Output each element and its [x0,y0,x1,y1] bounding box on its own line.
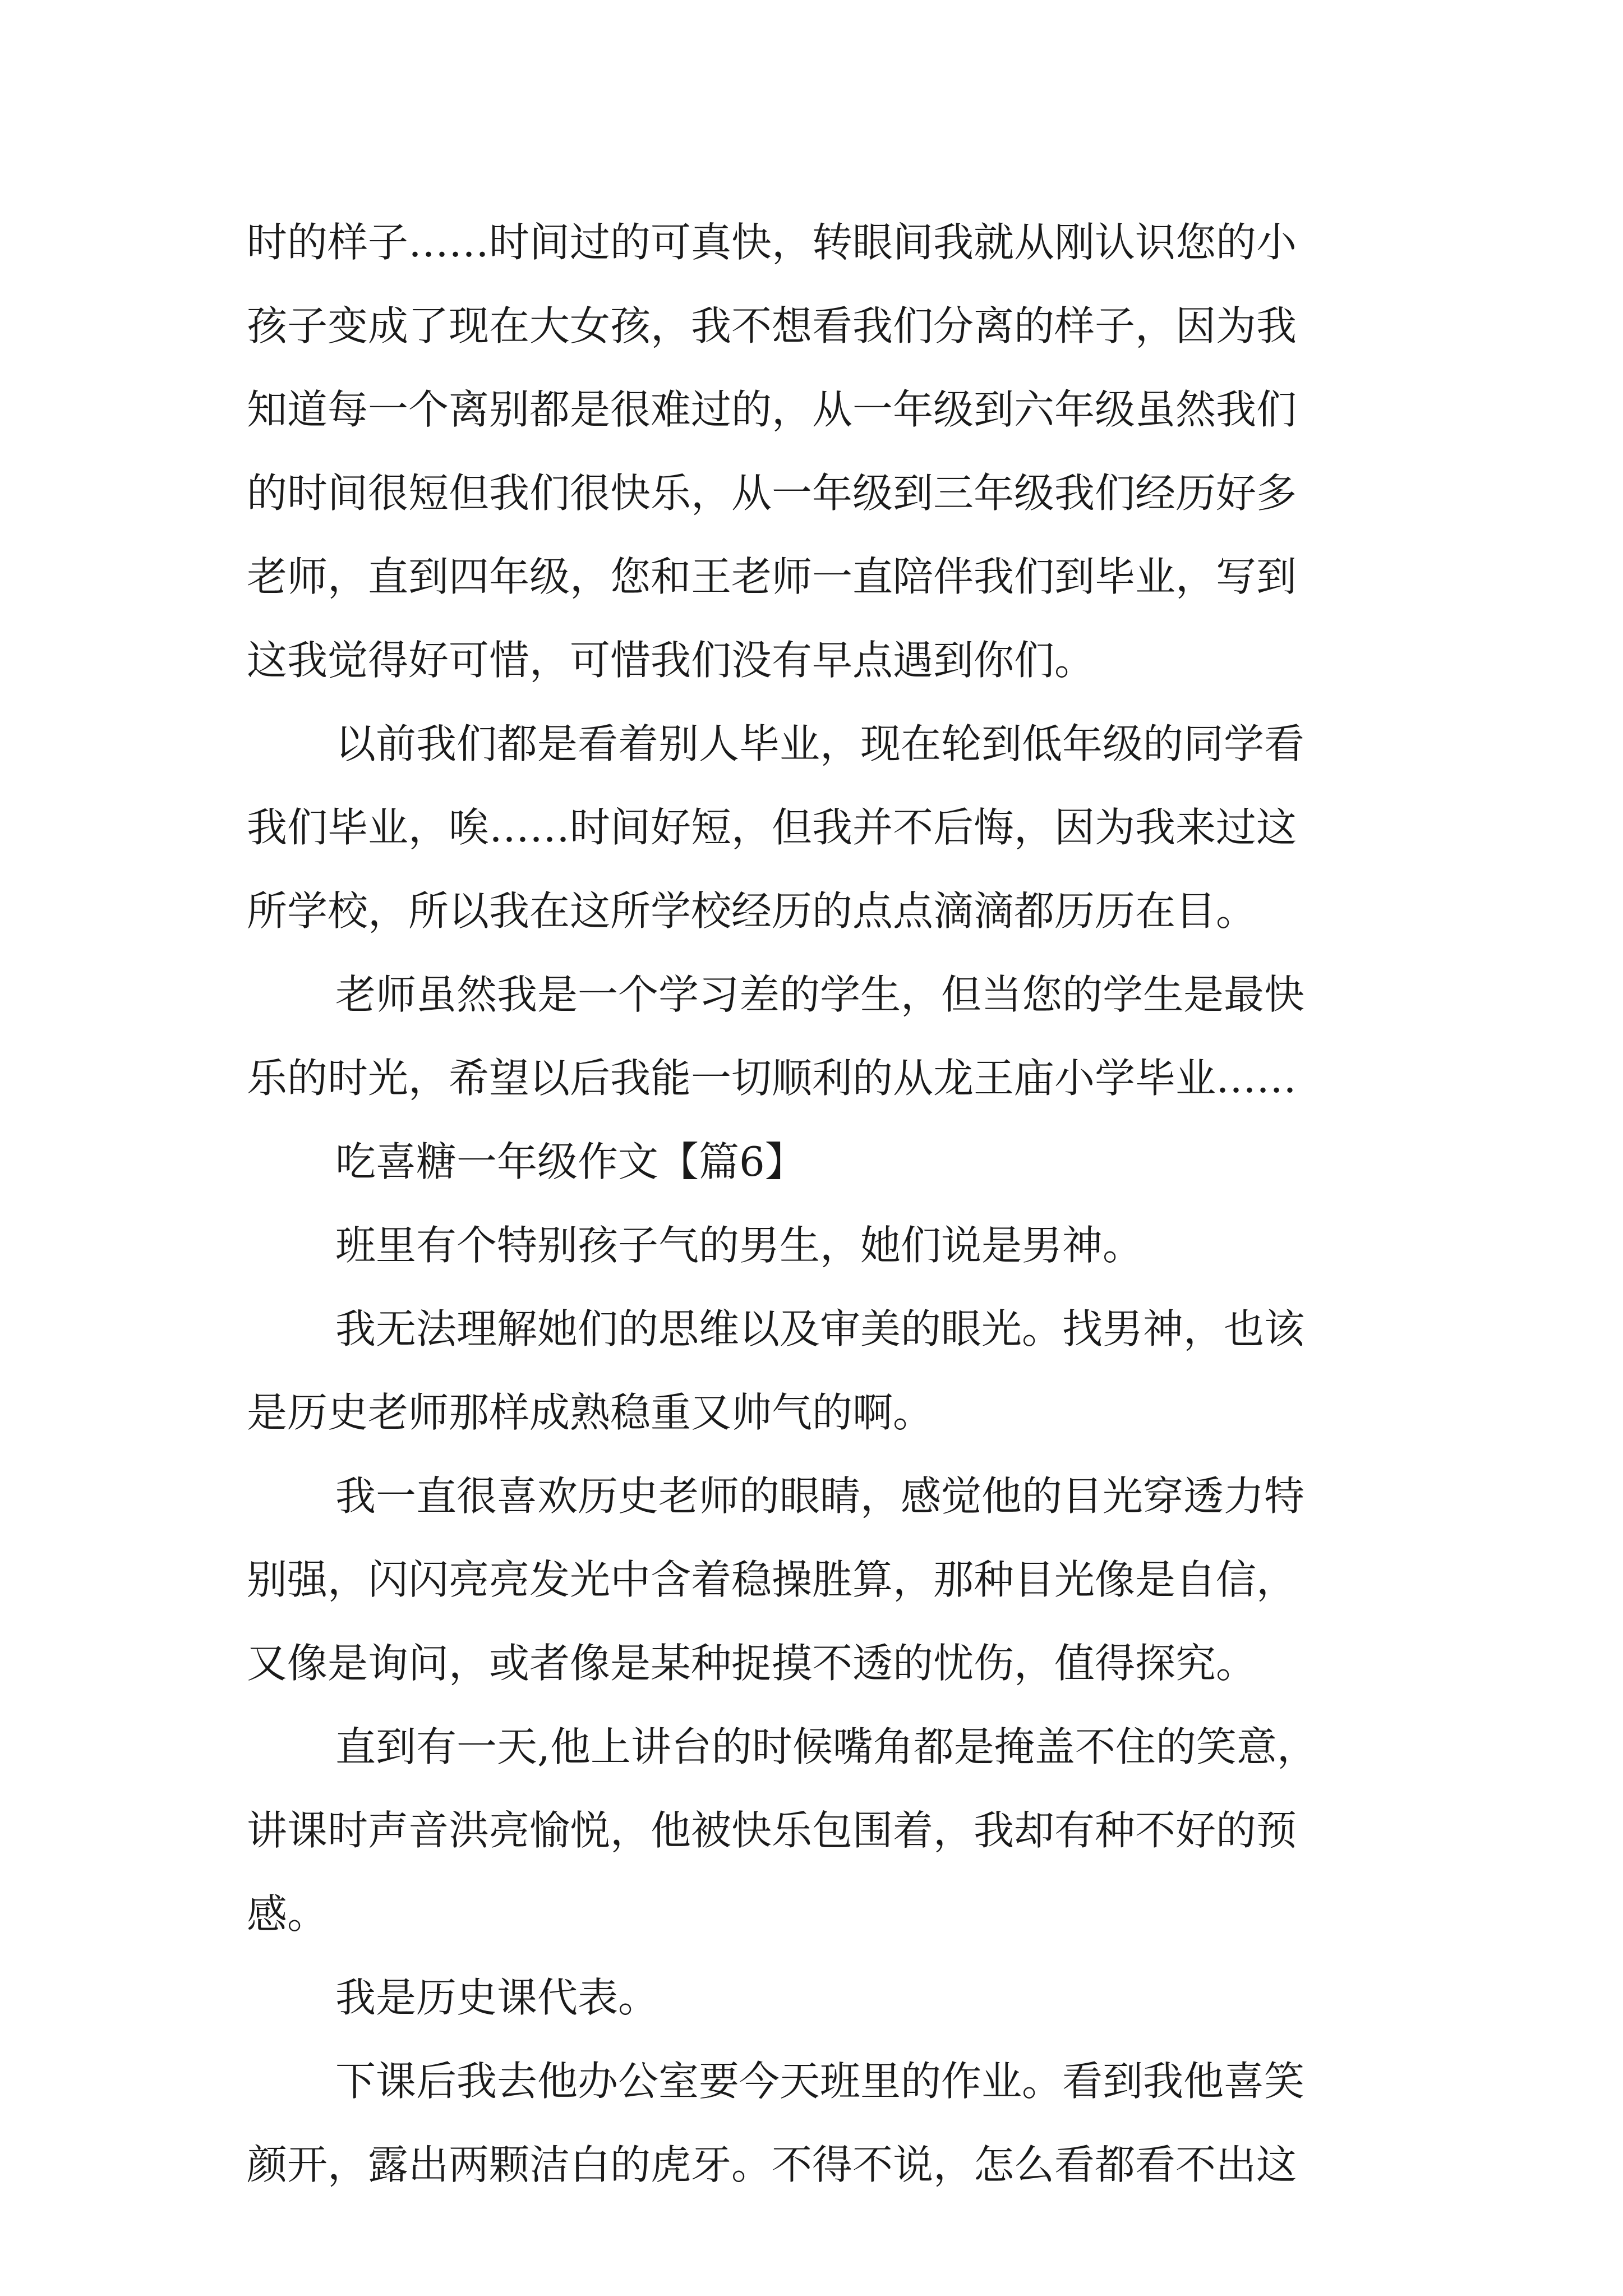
text-line: 讲课时声音洪亮愉悦，他被快乐包围着，我却有种不好的预 [247,1807,1297,1854]
text-line: 时的样子……时间过的可真快，转眼间我就从刚认识您的小 [247,219,1297,266]
text-line: 这我觉得好可惜，可惜我们没有早点遇到你们。 [247,637,1095,684]
text-line: 我一直很喜欢历史老师的眼睛，感觉他的目光穿透力特 [335,1473,1305,1520]
text-line: 又像是询问，或者像是某种捉摸不透的忧伤，值得探究。 [247,1640,1257,1687]
text-line: 知道每一个离别都是很难过的，从一年级到六年级虽然我们 [247,386,1297,433]
text-line: 乐的时光，希望以后我能一切顺利的从龙王庙小学毕业…… [247,1055,1297,1102]
text-line: 老师，直到四年级，您和王老师一直陪伴我们到毕业，写到 [247,553,1297,600]
text-line: 老师虽然我是一个学习差的学生，但当您的学生是最快 [335,971,1305,1018]
text-line: 感。 [247,1890,328,1938]
text-line: 班里有个特别孩子气的男生，她们说是男神。 [335,1222,1144,1269]
text-line: 我们毕业，唉……时间好短，但我并不后悔，因为我来过这 [247,804,1297,851]
text-line: 直到有一天,他上讲台的时候嘴角都是掩盖不住的笑意， [335,1723,1317,1770]
text-line: 下课后我去他办公室要今天班里的作业。看到我他喜笑 [335,2058,1305,2105]
text-line: 以前我们都是看着别人毕业，现在轮到低年级的同学看 [335,720,1305,767]
body-text [247,201,1413,2207]
text-line: 所学校，所以我在这所学校经历的点点滴滴都历历在目。 [247,887,1257,935]
text-line: 是历史老师那样成熟稳重又帅气的啊。 [247,1389,934,1436]
text-line: 我无法理解她们的思维以及审美的眼光。找男神，也该 [335,1305,1305,1352]
text-line: 别强，闪闪亮亮发光中含着稳操胜算，那种目光像是自信， [247,1556,1297,1603]
text-line: 孩子变成了现在大女孩，我不想看我们分离的样子，因为我 [247,302,1297,349]
section-heading: 吃喜糖一年级作文【篇6】 [335,1138,805,1185]
text-line: 的时间很短但我们很快乐，从一年级到三年级我们经历好多 [247,470,1297,517]
text-line: 我是历史课代表。 [335,1974,659,2021]
text-line: 颜开，露出两颗洁白的虎牙。不得不说，怎么看都看不出这 [247,2141,1297,2188]
